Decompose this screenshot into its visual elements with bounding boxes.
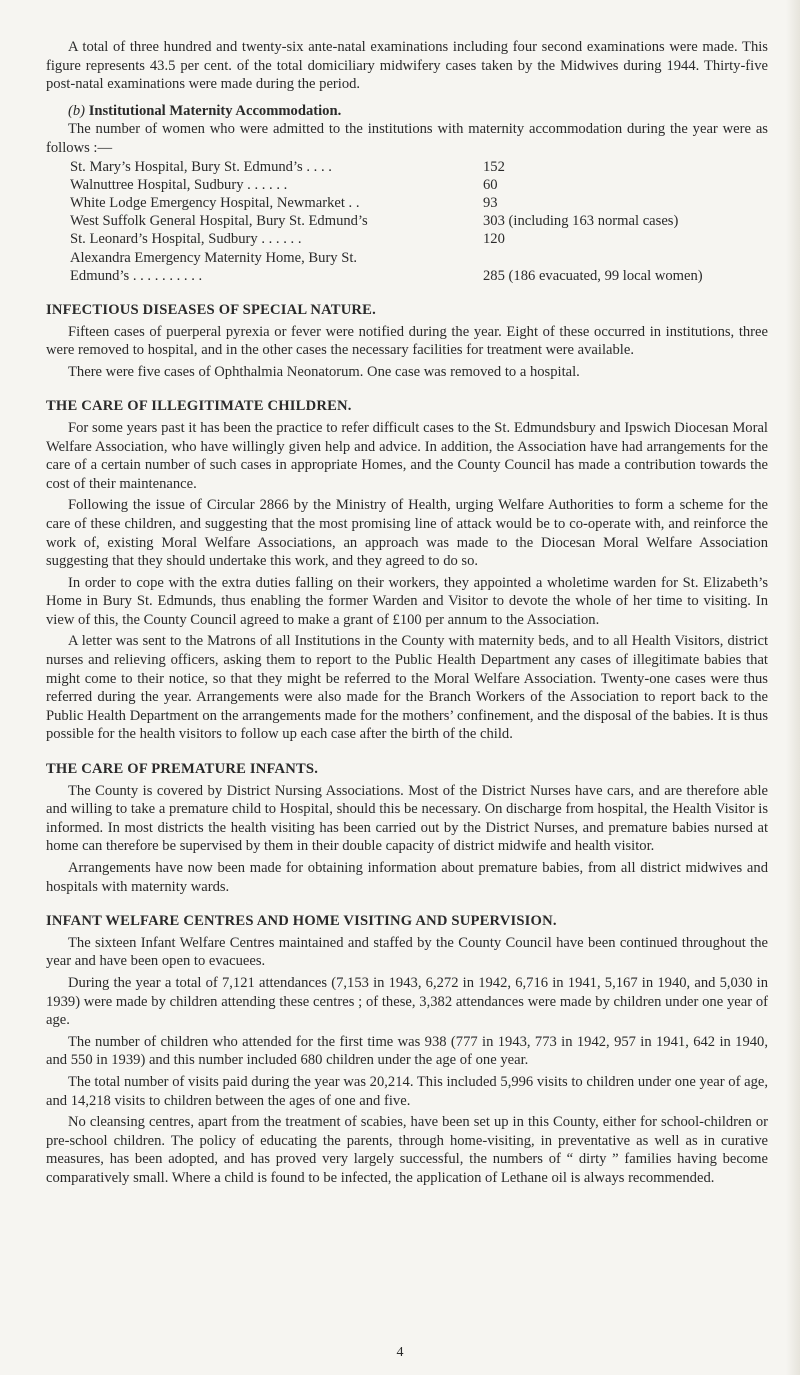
paragraph: In order to cope with the extra duties falling on their workers, they appointed a wholetime warden for St. Elizabeth’s Home in Bury St. Edmunds, thus enabling the former Warden and Visitor to devote the whole of her time to visiting. In view of this, the County Council agreed to make a grant of £100 per annum to the Association. (46, 574, 768, 628)
paragraph: The County is covered by District Nursing Associations. Most of the District Nurses have cars, and are therefore able and willing to take a premature child to Hospital, should this be necessary. On discharge from hospital, the Health Visitor is informed. In most districts the health visiting has been carried out by the District Nurses, and premature babies nursed at home can therefore be supervised by them in their double capacity of district midwife and health visitor. (46, 782, 768, 855)
admissions-table (70, 158, 703, 285)
admissions-count: 93 (483, 194, 498, 211)
admissions-count: 152 (483, 158, 505, 175)
institution-name: Alexandra Emergency Maternity Home, Bury St. (70, 249, 358, 266)
institution-name: St. Mary’s Hospital, Bury St. Edmund’s . . . . (70, 158, 332, 175)
paragraph: Arrangements have now been made for obtaining information about premature babies, from all district midwives and hospitals with maternity wards. (46, 860, 768, 895)
admissions-row (70, 176, 703, 194)
section-number: (b) (68, 102, 86, 119)
page-edge-shadow (786, 0, 800, 1375)
admissions-row (70, 249, 703, 267)
infant-welfare-heading: INFANT WELFARE CENTRES AND HOME VISITING AND SUPERVISION. (46, 913, 557, 930)
admissions-row (70, 212, 703, 230)
institution-name: St. Leonard’s Hospital, Sudbury . . . . . . (70, 231, 302, 248)
institutional-heading (68, 102, 768, 121)
infectious-body (46, 323, 768, 382)
admissions-count (483, 249, 703, 267)
paragraph: The total number of visits paid during the year was 20,214. This included 5,996 visits to children under one year of age, and 14,218 visits to children between the ages of one and five. (46, 1073, 768, 1109)
infectious-heading: INFECTIOUS DISEASES OF SPECIAL NATURE. (46, 301, 376, 318)
section-title: Institutional Maternity Accommodation. (88, 102, 342, 119)
admissions-count: 60 (483, 176, 498, 193)
paragraph: No cleansing centres, apart from the treatment of scabies, have been set up in this County, either for school-children or pre-school children. The policy of educating the parents, through home-visiting, in preventative as well as in curative measures, has been adopted, and has proved very largely successful, the numbers of “ dirty ” families having become comparatively small. Where a child is found to be infected, the application of Lethane oil is always recommended. (46, 1114, 768, 1186)
admissions-row (70, 230, 703, 248)
page-number: 4 (396, 1345, 404, 1360)
intro-paragraph: A total of three hundred and twenty-six ante-natal examinations including four second examinations were made. This figure represents 43.5 per cent. of the total domiciliary midwifery cases taken by the Midwives during 1944. Thirty-five post-natal examinations were made during the period. (46, 39, 768, 93)
infant-welfare-body (46, 934, 768, 1188)
institution-name: West Suffolk General Hospital, Bury St. Edmund’s (70, 213, 368, 230)
admissions-count: 285 (186 evacuated, 99 local women) (483, 267, 703, 284)
paragraph: The sixteen Infant Welfare Centres maintained and staffed by the County Council have been continued throughout the year and have been open to evacuees. (46, 934, 768, 970)
admissions-count: 303 (including 163 normal cases) (483, 213, 679, 230)
illegitimate-body (46, 419, 768, 744)
premature-heading: THE CARE OF PREMATURE INFANTS. (46, 761, 319, 778)
admissions-count: 120 (483, 231, 505, 248)
institutional-intro: The number of women who were admitted to the institutions with maternity accommodation during the year were as follows :— (46, 121, 768, 156)
paragraph: Fifteen cases of puerperal pyrexia or fever were notified during the year. Eight of these occurred in institutions, three were removed to hospital, and in the other cases the necessary facilities for treatment were available. (46, 323, 768, 359)
paragraph: There were five cases of Ophthalmia Neonatorum. One case was removed to a hospital. (68, 363, 580, 380)
illegitimate-heading: THE CARE OF ILLEGITIMATE CHILDREN. (46, 398, 352, 415)
institution-name: White Lodge Emergency Hospital, Newmarket . . (70, 194, 360, 211)
paragraph: The number of children who attended for the first time was 938 (777 in 1943, 773 in 1942, 957 in 1941, 642 in 1940, and 550 in 1939) and this number included 680 children under the age of one year. (46, 1033, 768, 1069)
paragraph: During the year a total of 7,121 attendances (7,153 in 1943, 6,272 in 1942, 6,716 in 1941, 5,167 in 1940, and 5,030 in 1939) were made by children attending these centres ; of these, 3,382 attendances were made by children under one year of age. (46, 974, 768, 1029)
admissions-row (70, 194, 703, 212)
paragraph: For some years past it has been the practice to refer difficult cases to the St. Edmundsbury and Ipswich Diocesan Moral Welfare Association, who have willingly given help and advice. In addition, the Association have had arrangements for the care of a certain number of such cases in appropriate Homes, and the County Council has made a contribution towards the cost of their maintenance. (46, 419, 768, 492)
admissions-row (70, 158, 703, 176)
admissions-row (70, 267, 703, 285)
premature-body (46, 782, 768, 897)
institution-name: Walnuttree Hospital, Sudbury . . . . . . (70, 176, 288, 193)
paragraph: A letter was sent to the Matrons of all Institutions in the County with maternity beds, and to all Health Visitors, district nurses and relieving officers, asking them to report to the Public Health Department any cases of illegitimate babies that might come to their notice, so that they might be referred to the Moral Welfare Association. Twenty-one cases were thus referred during the year. Arrangements were also made for the Branch Workers of the Association to report back to the Public Health Department on the arrangements made for the mothers’ confinement, and the disposal of the babies. It is thus possible for the health visitors to follow up each case after the birth of the child. (46, 633, 768, 743)
institution-name: Edmund’s . . . . . . . . . . (70, 267, 203, 284)
document-page (46, 38, 768, 1188)
paragraph: Following the issue of Circular 2866 by the Ministry of Health, urging Welfare Authorities to form a scheme for the care of these children, and suggesting that the most promising line of attack would be to co-operate with, and reinforce the work of, existing Moral Welfare Associations, an approach was made to the Diocesan Moral Welfare Association suggesting that they should undertake this work, and they agreed to do so. (46, 497, 768, 570)
